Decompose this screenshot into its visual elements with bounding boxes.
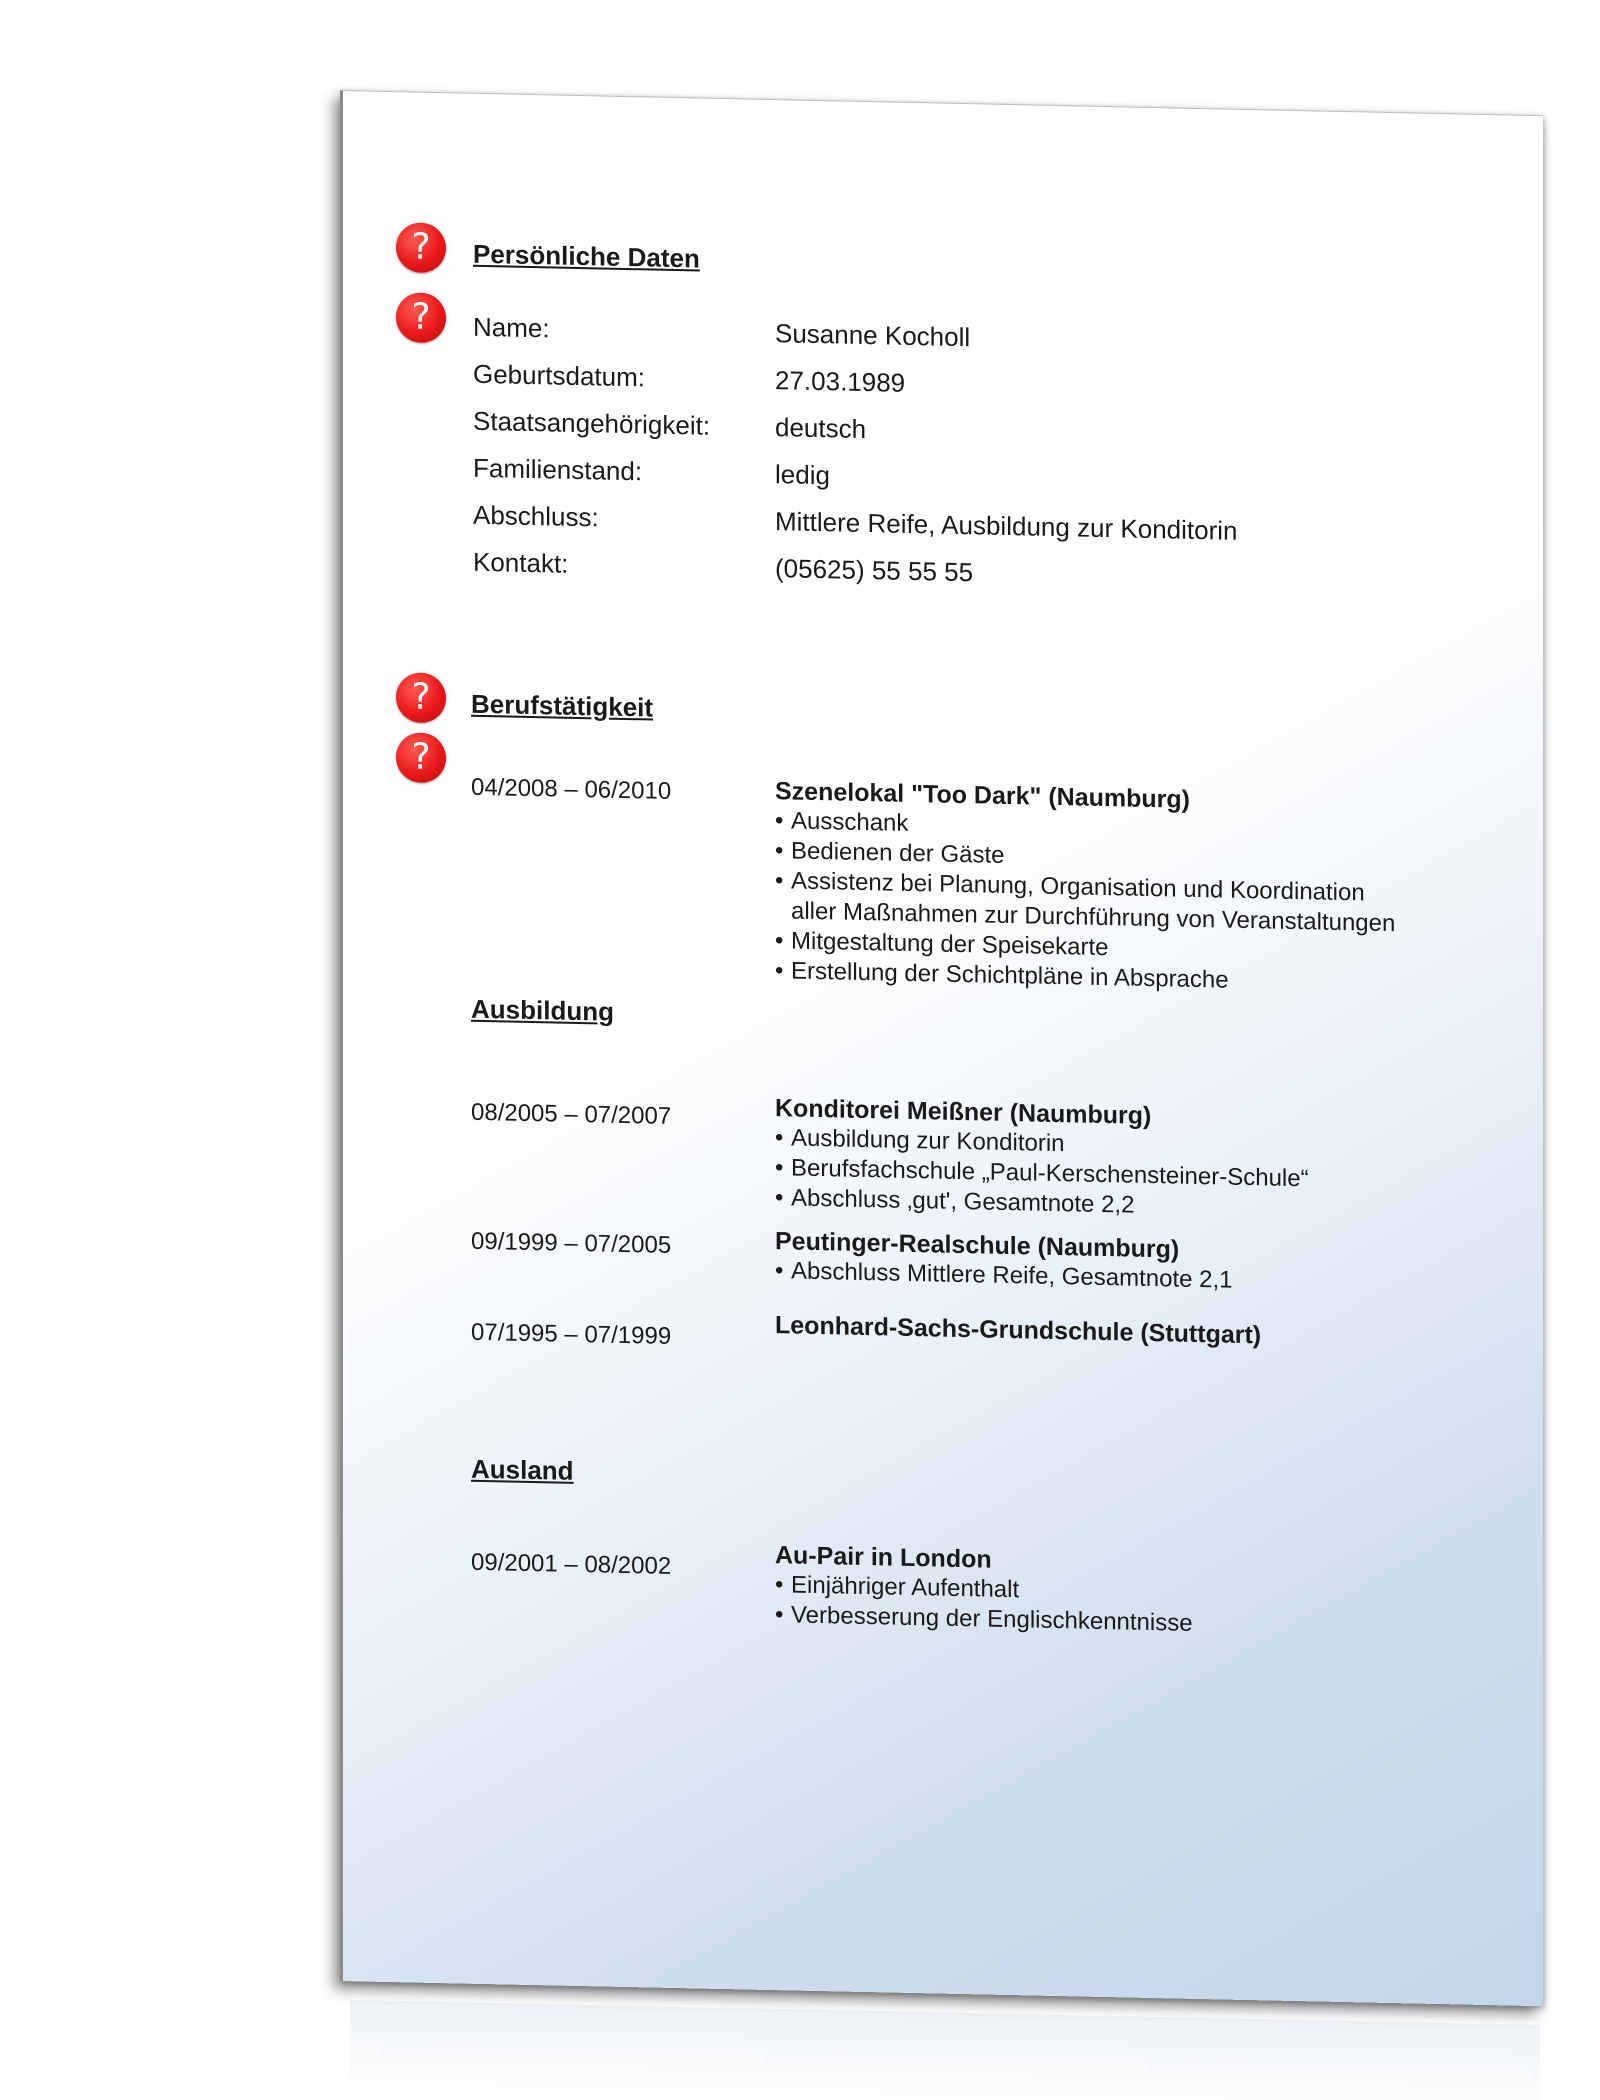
entry-date: 07/1995 – 07/1999 [471,1318,672,1350]
field-value-name: Susanne Kocholl [775,318,971,353]
help-icon[interactable]: ? [396,732,446,783]
bullet-item: • Einjähriger Aufenthalt [775,1570,1193,1609]
entry-date: 08/2005 – 07/2007 [471,1098,672,1130]
bullet-item: • Assistenz bei Planung, Organisation und Koordination aller Maßnahmen zur Durchführung von Veranstaltungen [775,866,1395,939]
bullet-item: • Erstellung der Schichtpläne in Absprache [775,956,1395,999]
bullet-item: • Bedienen der Gäste [775,836,1395,879]
entry-title: Au-Pair in London [775,1541,992,1574]
section-heading-education: Ausbildung [471,993,614,1027]
field-value-birthdate: 27.03.1989 [775,365,906,398]
bullet-item: • Ausbildung zur Konditorin [775,1123,1309,1164]
bullet-item: • Mitgestaltung der Speisekarte [775,926,1395,969]
field-label-birthdate: Geburtsdatum: [473,358,645,393]
entry-date: 04/2008 – 06/2010 [471,773,672,805]
field-value-degree: Mittlere Reife, Ausbildung zur Konditorin [775,506,1238,546]
abroad-entry [775,1540,1193,1639]
field-label-contact: Kontakt: [473,546,569,579]
entry-date: 09/1999 – 07/2005 [471,1227,672,1259]
field-label-marital-status: Familienstand: [473,452,643,487]
entry-title: Konditorei Meißner (Naumburg) [775,1094,1152,1130]
help-icon[interactable]: ? [396,292,446,343]
section-heading-personal: Persönliche Daten [473,238,700,274]
bullet-item: • Berufsfachschule „Paul-Kerschensteiner-Schule“ [775,1153,1309,1194]
work-entry [775,776,1395,999]
education-entry [775,1310,1261,1350]
bullet-item: • Verbesserung der Englischkenntnisse [775,1600,1193,1639]
bullet-list [775,806,1395,999]
bullet-list [775,1123,1309,1224]
help-icon[interactable]: ? [396,222,446,273]
education-entry [775,1226,1233,1296]
field-label-degree: Abschluss: [473,499,599,533]
field-value-contact: (05625) 55 55 55 [775,553,974,588]
field-value-nationality: deutsch [775,412,867,445]
field-label-nationality: Staatsangehörigkeit: [473,405,711,441]
bullet-item: • Ausschank [775,806,1395,849]
entry-date: 09/2001 – 08/2002 [471,1548,672,1580]
bullet-item: • Abschluss ‚gut', Gesamtnote 2,2 [775,1183,1309,1224]
field-label-name: Name: [473,311,550,344]
education-entry [775,1093,1309,1224]
section-heading-work: Berufstätigkeit [471,688,654,723]
entry-title: Leonhard-Sachs-Grundschule (Stuttgart) [775,1311,1262,1350]
help-icon[interactable]: ? [396,672,446,723]
bullet-list [775,1570,1193,1639]
entry-title: Szenelokal "Too Dark" (Naumburg) [775,777,1190,814]
paper-reflection [350,2000,1540,2100]
field-value-marital-status: ledig [775,459,830,491]
cv-page [340,90,1543,2006]
section-heading-abroad: Ausland [471,1453,574,1486]
entry-title: Peutinger-Realschule (Naumburg) [775,1227,1180,1264]
bullet-item: • Abschluss Mittlere Reife, Gesamtnote 2,1 [775,1256,1233,1296]
